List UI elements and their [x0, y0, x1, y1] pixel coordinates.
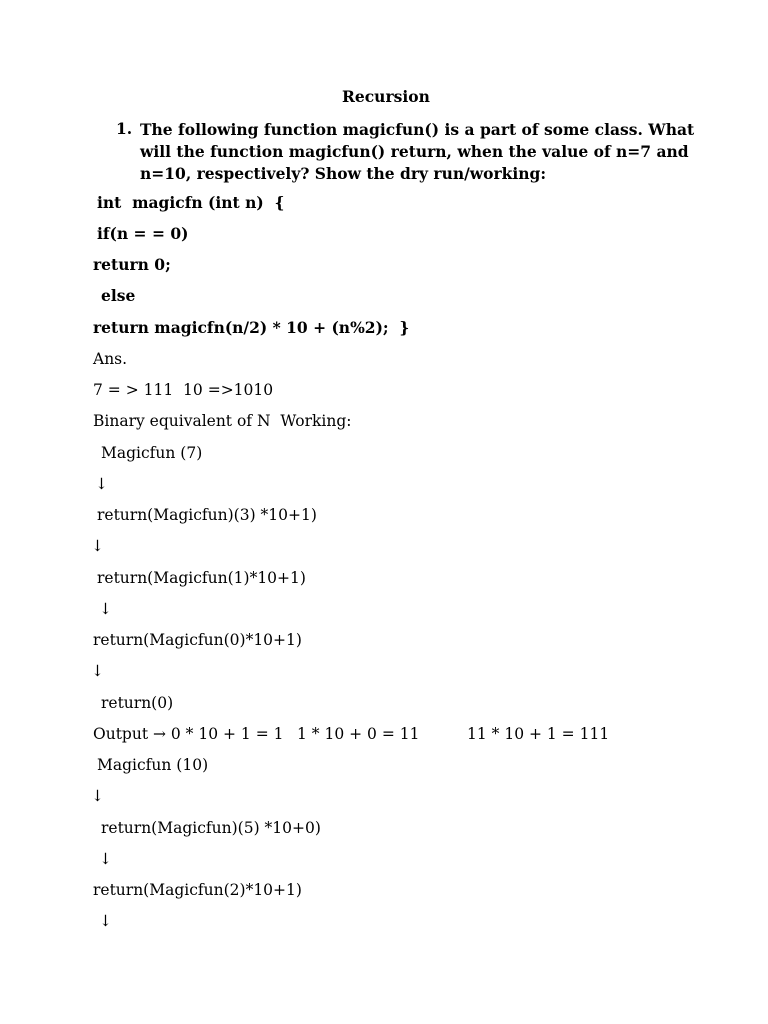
code-line-4: else	[101, 286, 136, 305]
trace7-call: Magicfun (7)	[101, 444, 203, 462]
trace7-arrow-4: ↓	[91, 662, 104, 680]
trace10-arrow-3: ↓	[99, 912, 112, 930]
trace7-arrow-1: ↓	[95, 475, 108, 493]
question-line-2: will the function magicfun() return, when the value of n=7 and	[140, 142, 689, 161]
question-line-3: n=10, respectively? Show the dry run/working:	[140, 164, 547, 183]
trace7-step-3: return(Magicfun(0)*10+1)	[93, 631, 302, 649]
output-part-2: 1 * 10 + 0 = 11	[297, 725, 420, 743]
trace7-arrow-2: ↓	[91, 537, 104, 555]
answer-label: Ans.	[93, 350, 128, 368]
trace10-step-1: return(Magicfun)(5) *10+0)	[101, 819, 321, 837]
answer-values: 7 = > 111 10 =>1010	[93, 381, 274, 399]
question-number: 1.	[116, 119, 133, 138]
output-label: Output → 0 * 10 + 1 = 1	[93, 725, 284, 743]
question-line-1: The following function magicfun() is a part of some class. What	[140, 120, 695, 139]
trace7-step-1: return(Magicfun)(3) *10+1)	[97, 506, 317, 524]
trace10-call: Magicfun (10)	[97, 756, 209, 774]
output-part-3: 11 * 10 + 1 = 111	[467, 725, 610, 743]
trace7-arrow-3: ↓	[99, 600, 112, 618]
question-text	[140, 119, 695, 185]
code-line-2: if(n = = 0)	[97, 224, 189, 243]
trace10-step-2: return(Magicfun(2)*10+1)	[93, 881, 302, 899]
code-line-5: return magicfn(n/2) * 10 + (n%2); }	[93, 318, 410, 337]
trace7-step-4: return(0)	[101, 694, 174, 712]
code-line-1: int magicfn (int n) {	[97, 193, 285, 212]
trace7-step-2: return(Magicfun(1)*10+1)	[97, 569, 306, 587]
working-heading: Binary equivalent of N Working:	[93, 412, 352, 430]
document-title: Recursion	[342, 87, 430, 106]
code-line-3: return 0;	[93, 255, 171, 274]
trace10-arrow-2: ↓	[99, 850, 112, 868]
trace10-arrow-1: ↓	[91, 787, 104, 805]
